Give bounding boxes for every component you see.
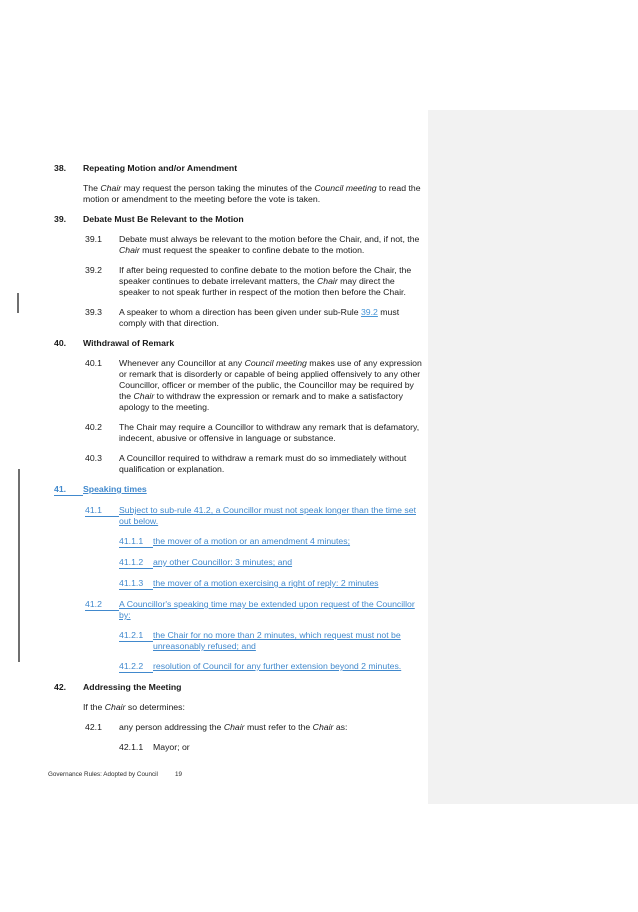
clause-41-2-1-inserted [119, 630, 424, 652]
clause-text [119, 307, 424, 329]
text-run: A speaker to whom a direction has been given under sub-Rule [119, 307, 361, 317]
text-run: Chair [104, 702, 126, 712]
section-heading-42 [54, 682, 424, 693]
section-number: 41. [54, 484, 83, 496]
clause-39-2 [85, 265, 424, 298]
text-run: the mover of a motion or an amendment 4 minutes; [153, 536, 351, 546]
text-run: Chair [133, 391, 155, 401]
clause-text [119, 453, 424, 475]
revision-change-bar [17, 293, 19, 313]
text-run: resolution of Council for any further extension beyond 2 minutes. [153, 661, 402, 671]
clause-text [119, 234, 424, 256]
section-title: Repeating Motion and/or Amendment [83, 163, 238, 173]
clause-41-1-inserted [85, 505, 424, 527]
clause-number: 42.1.1 [119, 742, 144, 752]
clause-number: 40.2 [85, 422, 102, 432]
text-run: may request the person taking the minutes of the [121, 183, 315, 193]
paragraph [83, 702, 424, 713]
clause-number: 41.2.2 [119, 661, 153, 673]
clause-text [153, 578, 424, 589]
text-run: Chair [317, 276, 338, 286]
text-run: must request the speaker to confine debate to the motion. [139, 245, 365, 255]
clause-text [119, 358, 424, 413]
clause-number: 40.3 [85, 453, 102, 463]
clause-41-1-1-inserted [119, 536, 424, 548]
footer-text: Governance Rules: Adopted by Council [48, 771, 158, 778]
text-run: A Councillor required to withdraw a remark must do so immediately without qualification or explanation. [119, 453, 407, 474]
section-heading-38 [54, 163, 424, 174]
text-run: the mover of a motion exercising a right of reply: 2 minutes [153, 578, 379, 588]
text-run: so determines: [125, 702, 185, 712]
text-run: Chair [223, 722, 245, 732]
section-number: 42. [54, 682, 67, 692]
text-run: If after being requested to confine debate to the motion before the Chair, the speaker continues to debate irrelevant matters, the [119, 265, 412, 286]
text-run: Chair [100, 183, 122, 193]
text-run: If the [83, 702, 105, 712]
clause-40-1 [85, 358, 424, 413]
text-run: to withdraw the expression or remark and to make a satisfactory apology to the meeting. [119, 391, 403, 412]
section-title: Withdrawal of Remark [83, 338, 175, 348]
clause-number: 42.1 [85, 722, 102, 732]
text-run: any person addressing the [119, 722, 224, 732]
section-number: 40. [54, 338, 67, 348]
section-heading-39 [54, 214, 424, 225]
text-run: as: [333, 722, 348, 732]
clause-41-2-inserted [85, 599, 424, 621]
text-run: A Councillor's speaking time may be extended upon request of the Councillor by: [119, 599, 415, 620]
text-run: Chair [312, 722, 334, 732]
text-run: makes use of any expression or remark that is disorderly or capable of being applied offensively to any other Councillor, officer or member of the public, the Councillor may be required by the [119, 358, 422, 401]
page-number: 19 [175, 771, 183, 778]
clause-text [153, 557, 424, 568]
section-heading-41-inserted [54, 484, 424, 496]
markup-area-panel [428, 110, 638, 804]
clause-42-1 [85, 722, 424, 733]
text-run: Mayor; or [153, 742, 190, 752]
text-run: Council meeting [314, 183, 377, 193]
clause-number: 41.1.2 [119, 557, 153, 569]
section-title: Debate Must Be Relevant to the Motion [83, 214, 244, 224]
clause-number: 41.2 [85, 599, 119, 611]
revision-change-bar [18, 469, 20, 662]
page-footer [48, 771, 348, 779]
text-run: Debate must always be relevant to the motion before the Chair, and, if not, the [119, 234, 420, 244]
section-heading-40 [54, 338, 424, 349]
clause-41-2-2-inserted [119, 661, 424, 673]
document-content [54, 163, 424, 762]
text-run: Whenever any Councillor at any [119, 358, 245, 368]
clause-number: 39.3 [85, 307, 102, 317]
clause-text [153, 742, 424, 753]
clause-39-1 [85, 234, 424, 256]
text-run: The Chair may require a Councillor to withdraw any remark that is defamatory, indecent, abusive or offensive in language or substance. [119, 422, 420, 443]
text-run: must comply with that direction. [119, 307, 400, 328]
section-title: Addressing the Meeting [83, 682, 182, 692]
text-run: Subject to sub-rule 41.2, a Councillor must not speak longer than the time set out below. [119, 505, 416, 526]
clause-text [153, 536, 424, 547]
clause-40-2 [85, 422, 424, 444]
text-run: must refer to the [244, 722, 313, 732]
paragraph [83, 183, 424, 205]
clause-42-1-1 [119, 742, 424, 753]
clause-number: 41.1.3 [119, 578, 153, 590]
text-run: Chair [119, 245, 140, 255]
clause-text [119, 505, 424, 527]
text-run: the Chair for no more than 2 minutes, which request must not be unreasonably refused; and [153, 630, 401, 651]
section-number: 38. [54, 163, 67, 173]
text-run: to read the motion or amendment to the meeting before the vote is taken. [83, 183, 421, 204]
clause-number: 39.2 [85, 265, 102, 275]
clause-text [119, 422, 424, 444]
clause-number: 40.1 [85, 358, 102, 368]
clause-text [153, 630, 424, 652]
text-run: Council meeting [244, 358, 307, 368]
clause-text [119, 722, 424, 733]
clause-39-3 [85, 307, 424, 329]
section-title: Speaking times [83, 484, 147, 494]
clause-text [119, 265, 424, 298]
clause-41-1-2-inserted [119, 557, 424, 569]
text-run: The [83, 183, 101, 193]
clause-number: 41.1 [85, 505, 119, 517]
clause-41-1-3-inserted [119, 578, 424, 590]
clause-text [153, 661, 424, 672]
section-number: 39. [54, 214, 67, 224]
text-run: may direct the speaker to not speak further in respect of the motion then before the Chair. [119, 276, 406, 297]
clause-number: 39.1 [85, 234, 102, 244]
clause-number: 41.1.1 [119, 536, 153, 548]
text-run: any other Councillor: 3 minutes; and [153, 557, 293, 567]
clause-text [119, 599, 424, 621]
clause-number: 41.2.1 [119, 630, 153, 642]
clause-40-3 [85, 453, 424, 475]
cross-reference-link[interactable]: 39.2 [360, 307, 378, 317]
